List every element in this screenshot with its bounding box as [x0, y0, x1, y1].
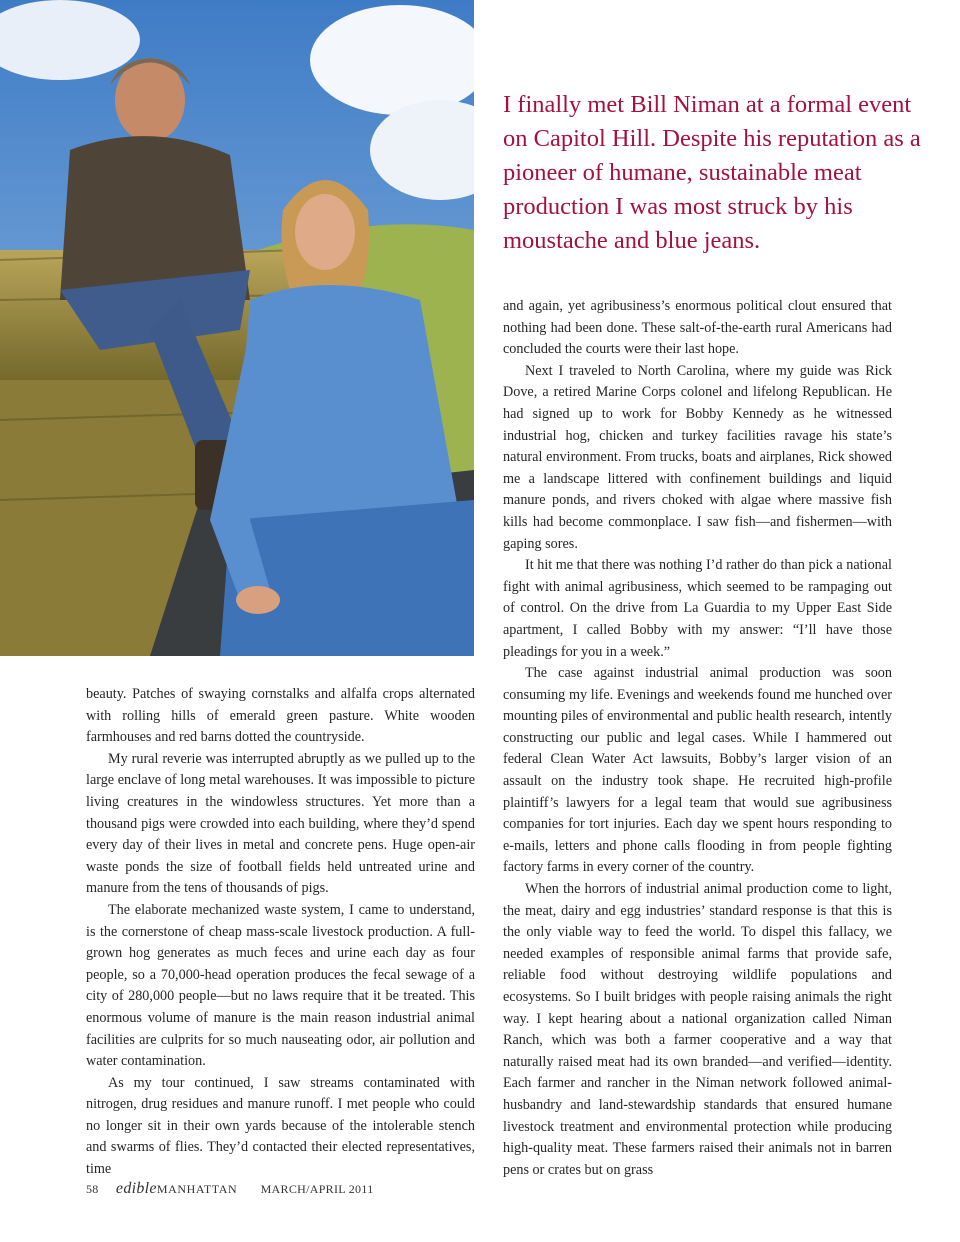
paragraph: beauty. Patches of swaying cornstalks and alfalfa crops alternated with rolling hills of emerald green pasture. White wooden farmhouses and red barns dotted the countryside. [86, 686, 475, 746]
farmers-on-hay-photo [0, 0, 474, 656]
paragraph: My rural reverie was interrupted abruptly as we pulled up to the large enclave of long metal warehouses. It was impossible to picture living creatures in the windowless structures. Yet more than a thousand pigs were crowded into each building, where they’d spend every day of their lives in metal and concrete pens. Huge open-air waste ponds the size of football fields held untreated urine and manure from the tens of thousands of pigs. [86, 750, 475, 897]
issue-date: MARCH/APRIL 2011 [260, 1182, 374, 1196]
page-footer [86, 1180, 374, 1198]
photo-illustration [0, 0, 474, 656]
paragraph: When the horrors of industrial animal production come to light, the meat, dairy and egg industries’ standard response is that this is the only viable way to feed the world. To dispel this fallacy, we needed examples of responsible animal farms that provide safe, reliable food without destroying wildlife populations and ecosystems. So I built bridges with people raising animals the right way. I kept hearing about a national organization called Niman Ranch, which was both a farmer cooperative and a way that naturally raised meat had its own branded—and verified—identity. Each farmer and rancher in the Niman network followed animal-husbandry and land-stewardship standards that ensured humane livestock treatment and environmental protection while producing high-quality meat. These farmers raised their animals not in barren pens or crates but on grass [503, 881, 892, 1178]
paragraph: It hit me that there was nothing I’d rather do than pick a national fight with animal agribusiness, which seemed to be rampaging out of control. On the drive from La Guardia to my Upper East Side apartment, I called Bobby with my answer: “I’ll have those pleadings for you in a week.” [503, 557, 892, 660]
left-column [86, 684, 475, 1181]
paragraph: and again, yet agribusiness’s enormous political clout ensured that nothing had been done. These salt-of-the-earth rural Americans had concluded the courts were their last hope. [503, 298, 892, 358]
paragraph: The elaborate mechanized waste system, I came to understand, is the cornerstone of cheap mass-scale livestock production. A full-grown hog generates as much feces and urine each day as four people, so a 70,000-head operation produces the fecal sewage of a city of 280,000 people—but no laws require that it be treated. This enormous volume of manure is the main reason industrial animal facilities are culprits for so much nauseating odor, air pollution and water contamination. [86, 901, 475, 1070]
right-column [503, 296, 892, 1181]
page-number: 58 [86, 1182, 99, 1196]
pull-quote: I finally met Bill Niman at a formal event on Capitol Hill. Despite his reputation as a pioneer of humane, sustainable meat production I was most struck by his moustache and blue jeans. [503, 91, 921, 254]
paragraph: As my tour continued, I saw streams contaminated with nitrogen, drug residues and manure runoff. I met people who could no longer sit in their own yards because of the intolerable stench and swarms of flies. They’d contacted their elected representatives, time [86, 1074, 475, 1178]
magazine-brand-edible: edible [115, 1180, 157, 1197]
magazine-brand-city: MANHATTAN [156, 1182, 238, 1196]
paragraph: Next I traveled to North Carolina, where my guide was Rick Dove, a retired Marine Corps colonel and lifelong Republican. He had signed up to work for Bobby Kennedy as he witnessed industrial hog, chicken and turkey facilities ravage his state’s natural environment. From trucks, boats and airplanes, Rick showed me a landscape littered with confinement buildings and liquid manure ponds, and rivers choked with algae where massive fish kills had become commonplace. I saw fish—and fishermen—with gaping sores. [503, 362, 892, 552]
paragraph: The case against industrial animal production was soon consuming my life. Evenings and weekends found me hunched over mounting piles of environmental and public health research, intently constructing our public and legal cases. While I hammered out federal Clean Water Act lawsuits, Bobby’s larger vision of an assault on the industry took shape. He recruited high-profile plaintiff’s lawyers for a legal team that would sue agribusiness companies for tort injuries. Each day we spent hours responding to e-mails, letters and phone calls flooding in from people fighting factory farms in every corner of the country. [503, 665, 892, 876]
